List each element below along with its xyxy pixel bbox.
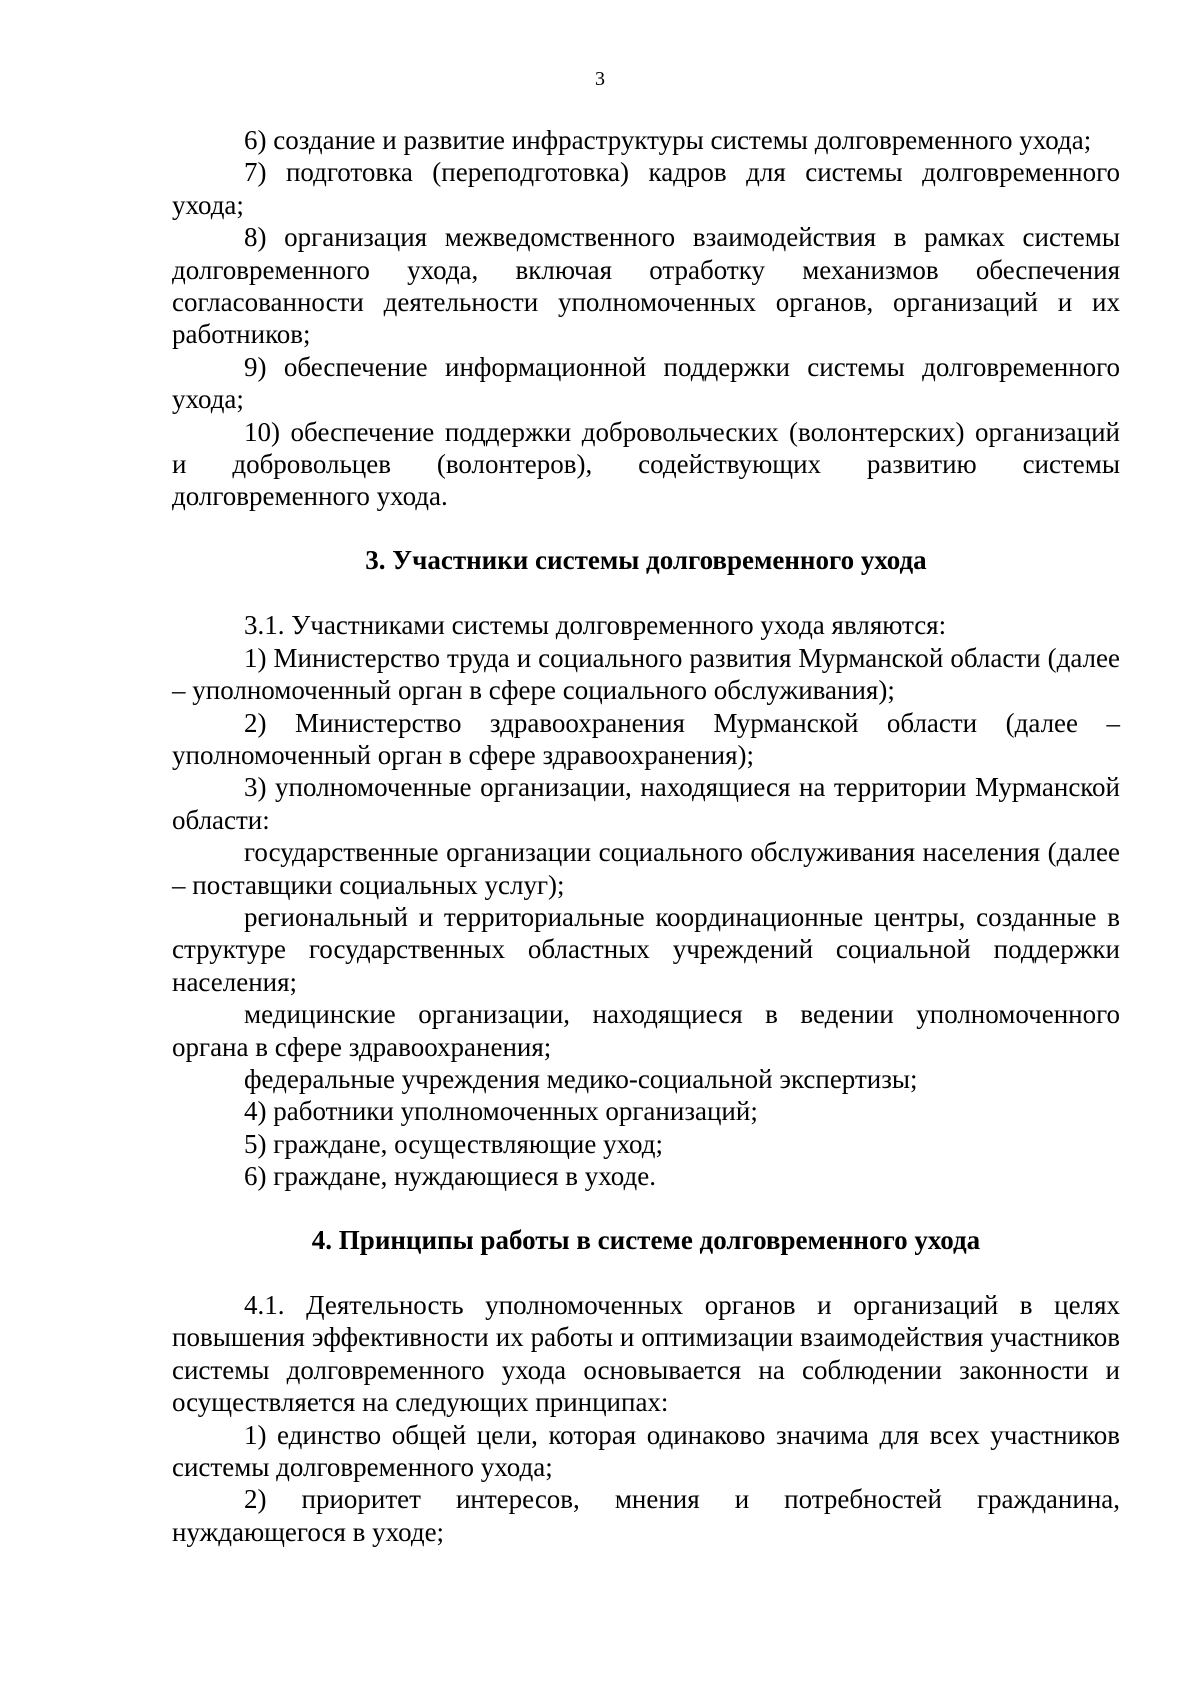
list-item: 2) Министерство здравоохранения Мурманской области (далее – уполномоченный орган в сфере здравоохранения); [172,707,1120,770]
list-item: 5) граждане, осуществляющие уход; [244,1128,664,1159]
paragraph: 3.1. Участниками системы долговременного ухода являются: [244,610,947,641]
list-item: региональный и территориальные координационные центры, созданные в структуре государственных областных учреждений социальной поддержки населения; [172,901,1120,997]
section-heading: 3. Участники системы долговременного ухода [365,544,927,575]
list-item: 2) приоритет интересов, мнения и потребностей гражданина, нуждающегося в уходе; [172,1484,1120,1547]
list-item: 6) граждане, нуждающиеся в уходе. [244,1161,656,1192]
list-item: 9) обеспечение информационной поддержки системы долговременного ухода; [172,351,1120,415]
list-item: федеральные учреждения медико-социальной экспертизы; [244,1063,918,1094]
list-item: 6) создание и развитие инфраструктуры системы долговременного ухода; [244,125,1092,155]
list-item: медицинские организации, находящиеся в ведении уполномоченного органа в сфере здравоохранения; [172,999,1120,1062]
list-item: 8) организация межведомственного взаимодействия в рамках системы долговременного ухода, включая отработку механизмов обеспечения согласованности деятельности уполномоченных органов, организаций и их работников; [172,222,1120,350]
list-item: 3) уполномоченные организации, находящиеся на территории Мурманской области: [172,772,1120,835]
list-item: 1) единство общей цели, которая одинаково значима для всех участников системы долговременного ухода; [172,1419,1120,1483]
list-item: 10) обеспечение поддержки добровольческих (волонтерских) организаций и добровольцев (волонтеров), содействующих развитию системы долговременного ухода. [172,416,1120,512]
section-heading: 4. Принципы работы в системе долговременного ухода [311,1224,981,1255]
page-number: 3 [595,68,605,90]
list-item: 1) Министерство труда и социального развития Мурманской области (далее – уполномоченный орган в сфере социального обслуживания); [172,642,1120,706]
list-item: государственные организации социального обслуживания населения (далее – поставщики социальных услуг); [172,837,1120,900]
paragraph: 4.1. Деятельность уполномоченных органов и организаций в целях повышения эффективности их работы и оптимизации взаимодействия участников системы долговременного ухода основывается на соблюдении законности и осуществляется на следующих принципах: [172,1290,1120,1418]
document-body [172,124,1120,1548]
list-item: 7) подготовка (переподготовка) кадров для системы долговременного ухода; [172,157,1120,220]
list-item: 4) работники уполномоченных организаций; [244,1096,758,1127]
